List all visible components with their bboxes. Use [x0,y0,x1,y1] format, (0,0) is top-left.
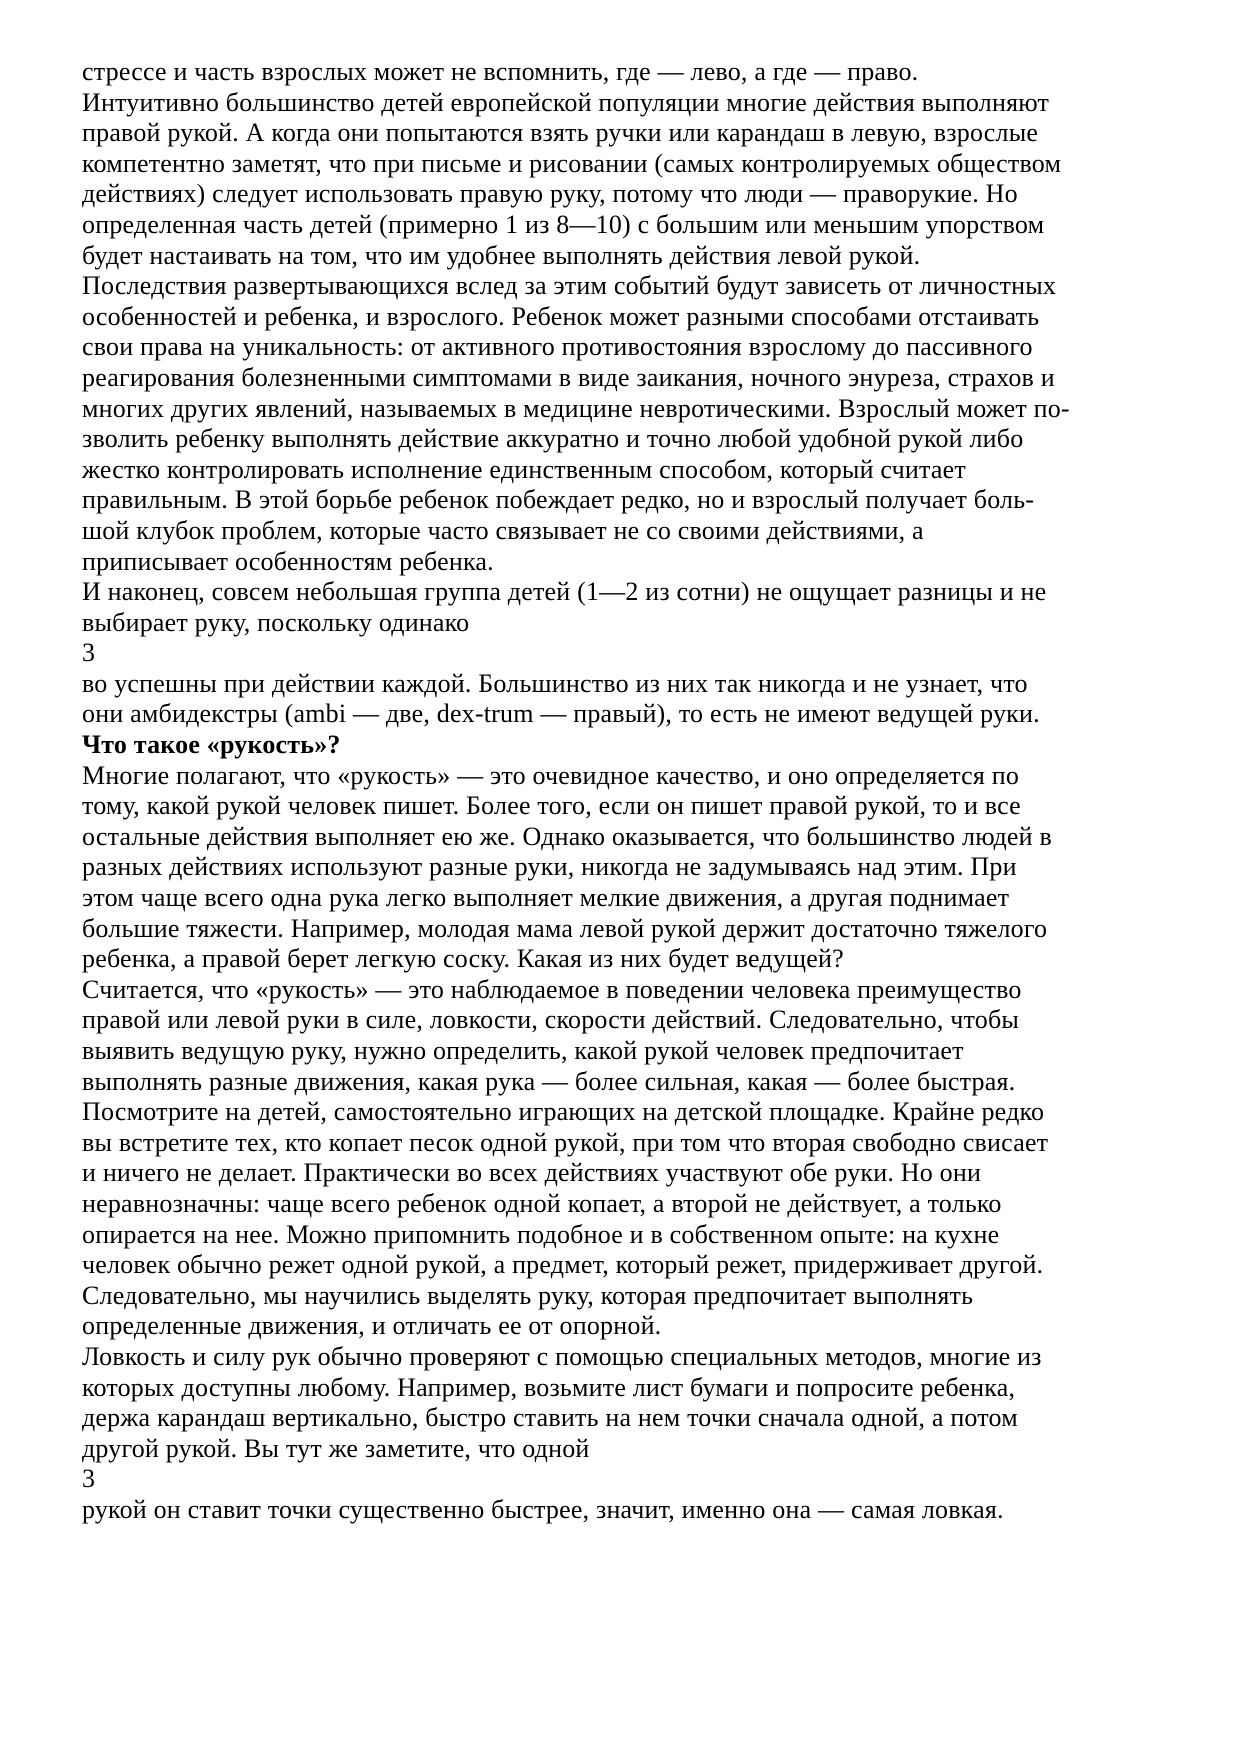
text-line: зволить ребенку выполнять действие аккуратно и точно любой удобной рукой либо [82,424,1024,454]
text-line: разных действиях используют разные руки, никогда не задумываясь над этим. При [82,852,1017,882]
text-line: рукой он ставит точки существенно быстрее, значит, именно она — самая ловкая. [82,1494,1004,1524]
text-line: правой рукой. А когда они попытаются взять ручки или карандаш в левую, взрослые [82,118,1039,148]
text-block [82,57,1203,1526]
text-line: остальные действия выполняет ею же. Однако оказывается, что большинство людей в [82,821,1052,851]
text-line: шой клубок проблем, которые часто связывает не со своими действиями, а [82,515,924,545]
text-line: вы встретите тех, кто копает песок одной рукой, при том что вторая свободно свисает [82,1127,1049,1157]
text-line: тому, какой рукой человек пишет. Более того, если он пишет правой рукой, то и все [82,791,1021,821]
text-line: Последствия развертывающихся вслед за этим событий будут зависеть от личностных [82,271,1057,301]
text-line: большие тяжести. Например, молодая мама левой рукой держит достаточно тяжелого [82,913,1048,943]
text-line: этом чаще всего одна рука легко выполняет мелкие движения, а другая поднимает [82,883,1010,913]
text-line: и ничего не делает. Практически во всех действиях участвуют обе руки. Но они [82,1158,982,1188]
text-line: свои права на уникальность: от активного противостояния взрослому до пассивного [82,332,1033,362]
text-line: опирается на нее. Можно припомнить подобное и в собственном опыте: на кухне [82,1219,1000,1249]
text-line: неравнозначны: чаще всего ребенок одной копает, а второй не действует, а только [82,1188,1002,1218]
text-line: Считается, что «рукость» — это наблюдаемое в поведении человека преимущество [82,974,1022,1004]
text-line: Посмотрите на детей, самостоятельно играющих на детской площадке. Крайне редко [82,1097,1045,1127]
text-line: правильным. В этой борьбе ребенок побеждает редко, но и взрослый получает боль- [82,485,1035,515]
text-line: определенные движения, и отличать ее от опорной. [82,1311,662,1341]
page-number: 3 [82,1464,96,1494]
text-line: компетентно заметят, что при письме и рисовании (самых контролируемых обществом [82,148,1062,178]
text-line: Интуитивно большинство детей европейской популяции многие действия выполняют [82,87,1050,117]
text-line: держа карандаш вертикально, быстро ставить на нем точки сначала одной, а потом [82,1403,1018,1433]
text-line: выявить ведущую руку, нужно определить, какой рукой человек предпочитает [82,1036,964,1065]
text-line: реагирования болезненными симптомами в виде заикания, ночного энуреза, страхов и [82,362,1055,392]
text-line: приписывает особенностям ребенка. [82,546,494,576]
text-line: определенная часть детей (примерно 1 из 8—10) с большим или меньшим упорством [82,209,1045,239]
text-line: многих других явлений, называемых в медицине невротическими. Взрослый может по- [82,393,1070,423]
text-line: действиях) следует использовать правую руку, потому что люди — праворукие. Но [82,179,1018,209]
text-line: они амбидекстры (ambi — две, dex-trum — правый), то есть не имеют ведущей руки. [82,699,1040,729]
text-line: И наконец, совсем небольшая группа детей (1—2 из сотни) не ощущает разницы и не [82,577,1047,607]
text-line: будет настаивать на том, что им удобнее выполнять действия левой рукой. [82,240,921,270]
page-number: 3 [82,638,96,668]
text-line: правой или левой руки в силе, ловкости, скорости действий. Следовательно, чтобы [82,1005,1020,1035]
text-line: жестко контролировать исполнение единственным способом, который считает [82,454,966,484]
text-line: Ловкость и силу рук обычно проверяют с помощью специальных методов, многие из [82,1341,1042,1371]
text-line: Многие полагают, что «рукость» — это очевидное качество, и оно определяется по [82,760,1020,790]
text-line: которых доступны любому. Например, возьмите лист бумаги и попросите ребенка, [82,1372,1016,1402]
text-line: выбирает руку, поскольку одинако [82,607,470,637]
text-line: ребенка, а правой берет легкую соску. Какая из них будет ведущей? [82,944,844,974]
text-line: во успешны при действии каждой. Большинство из них так никогда и не узнает, что [82,668,1028,698]
text-line: особенностей и ребенка, и взрослого. Ребенок может разными способами отстаивать [82,301,1040,331]
text-line: стрессе и часть взрослых может не вспомнить, где — лево, а где — право. [82,57,919,86]
section-heading: Что такое «рукость»? [82,730,341,760]
text-line: другой рукой. Вы тут же заметите, что одной [82,1433,590,1463]
text-line: выполнять разные движения, какая рука — более сильная, какая — более быстрая. [82,1066,1016,1096]
text-line: человек обычно режет одной рукой, а предмет, который режет, придерживает другой. [82,1250,1044,1280]
text-line: Следовательно, мы научились выделять руку, которая предпочитает выполнять [82,1280,974,1310]
